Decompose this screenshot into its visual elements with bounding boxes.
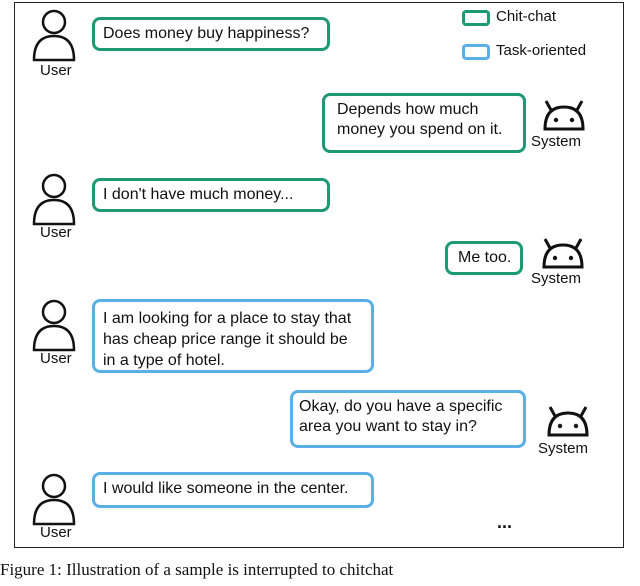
legend-task-oriented-swatch bbox=[462, 44, 490, 60]
user-label: User bbox=[40, 524, 72, 541]
chit-chat-bubble bbox=[445, 241, 523, 275]
message-line: money you spend on it. bbox=[337, 121, 503, 138]
user-icon bbox=[32, 172, 76, 226]
task-oriented-bubble bbox=[290, 390, 526, 448]
task-oriented-bubble bbox=[92, 472, 374, 508]
user-label: User bbox=[40, 350, 72, 367]
task-oriented-bubble bbox=[92, 299, 374, 373]
user-icon bbox=[32, 472, 76, 526]
system-robot-icon bbox=[545, 404, 591, 438]
message-text: I don't have much money... bbox=[103, 186, 294, 203]
message-text: Does money buy happiness? bbox=[103, 25, 310, 42]
message-line: has cheap price range it should be bbox=[103, 331, 348, 348]
user-label: User bbox=[40, 62, 72, 79]
legend-chit-chat-label: Chit-chat bbox=[496, 8, 557, 25]
system-label: System bbox=[531, 133, 582, 150]
message-line: Depends how much bbox=[337, 101, 479, 118]
user-icon bbox=[32, 298, 76, 352]
user-label: User bbox=[40, 224, 72, 241]
system-label: System bbox=[531, 270, 582, 287]
chit-chat-bubble bbox=[92, 178, 330, 212]
message-line: area you want to stay in? bbox=[299, 418, 477, 435]
user-icon bbox=[32, 8, 76, 62]
system-robot-icon bbox=[541, 98, 587, 132]
message-text: Me too. bbox=[458, 249, 512, 266]
chit-chat-bubble bbox=[92, 17, 330, 51]
message-line: I am looking for a place to stay that bbox=[103, 310, 352, 327]
figure-caption: Figure 1: Illustration of a sample is interrupted to chitchat bbox=[0, 560, 394, 579]
continuation-ellipsis: ... bbox=[497, 512, 513, 532]
chit-chat-bubble bbox=[322, 93, 526, 153]
message-line: in a type of hotel. bbox=[103, 352, 225, 369]
system-robot-icon bbox=[540, 236, 586, 270]
system-label: System bbox=[538, 440, 589, 457]
message-line: Okay, do you have a specific bbox=[299, 398, 503, 415]
message-text: I would like someone in the center. bbox=[103, 480, 349, 497]
legend-task-oriented-label: Task-oriented bbox=[496, 42, 587, 59]
legend-chit-chat-swatch bbox=[462, 10, 490, 26]
